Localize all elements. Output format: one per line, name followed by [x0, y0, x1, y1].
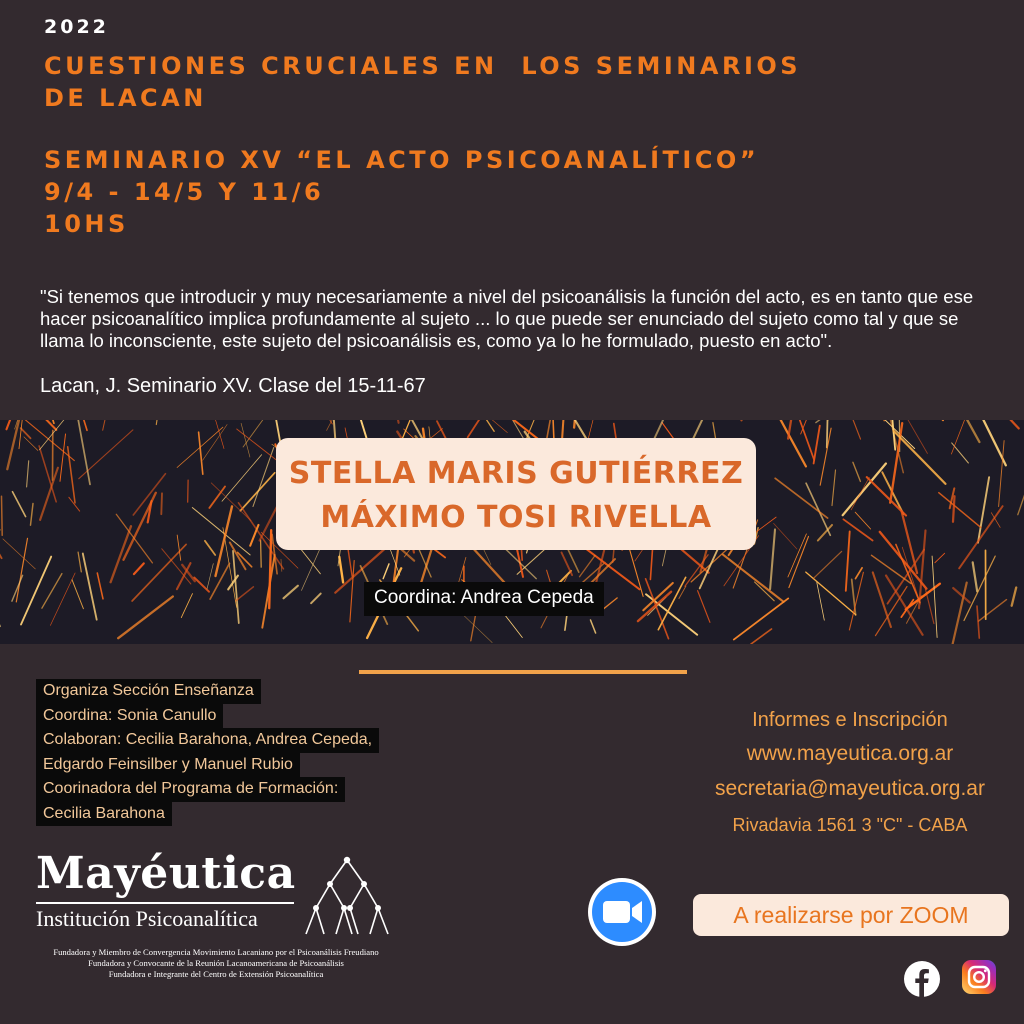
org-line: Organiza Sección Enseñanza	[36, 679, 261, 704]
zoom-icon[interactable]	[586, 876, 658, 948]
title-line-2: DE LACAN	[44, 84, 207, 112]
logo-name: Mayéutica	[36, 848, 296, 899]
logo-notes	[36, 947, 396, 980]
divider	[359, 670, 687, 674]
seminar-dates: 9/4 - 14/5 Y 11/6	[44, 178, 325, 206]
website-link[interactable]: www.mayeutica.org.ar	[746, 742, 954, 765]
tree-icon	[302, 856, 392, 942]
logo-subtitle: Institución Psicoanalítica	[36, 906, 258, 931]
organization-list	[36, 679, 379, 826]
contact-heading: Informes e Inscripción	[752, 709, 948, 731]
seminar-title: SEMINARIO XV “EL ACTO PSICOANALÍTICO”	[44, 146, 760, 174]
speaker-2: MÁXIMO TOSI RIVELLA	[320, 500, 712, 535]
org-line: Cecilia Barahona	[36, 802, 172, 827]
logo-note-line: Fundadora y Convocante de la Reunión Lacanoamericana de Psicoanálisis	[88, 958, 344, 968]
contact-block	[680, 703, 1020, 843]
logo-note-line: Fundadora y Miembro de Convergencia Movimiento Lacaniano por el Psicoanálisis Freudiano	[53, 947, 379, 957]
address: Rivadavia 1561 3 "C" - CABA	[732, 815, 968, 835]
org-line: Colaboran: Cecilia Barahona, Andrea Cepeda,	[36, 728, 379, 753]
speaker-1: STELLA MARIS GUTIÉRREZ	[288, 456, 744, 491]
title-line-1: CUESTIONES CRUCIALES EN LOS SEMINARIOS	[44, 52, 802, 80]
facebook-icon[interactable]	[903, 960, 941, 998]
speakers-card	[276, 438, 756, 550]
coordinator-label: Coordina: Andrea Cepeda	[364, 582, 604, 616]
title-block	[44, 50, 944, 240]
org-line: Coordina: Sonia Canullo	[36, 704, 223, 729]
zoom-label: A realizarse por ZOOM	[693, 894, 1009, 936]
logo-rule	[36, 902, 294, 904]
quote-source: Lacan, J. Seminario XV. Clase del 15-11-67	[40, 375, 426, 397]
org-line: Edgardo Feinsilber y Manuel Rubio	[36, 753, 300, 778]
year: 2022	[44, 16, 109, 38]
instagram-icon[interactable]	[961, 959, 997, 995]
email-link[interactable]: secretaria@mayeutica.org.ar	[715, 777, 985, 800]
seminar-time: 10HS	[44, 210, 129, 238]
logo-note-line: Fundadora e Integrante del Centro de Extensión Psicoanalítica	[108, 969, 324, 979]
org-line: Coorinadora del Programa de Formación:	[36, 777, 345, 802]
quote-text: "Si tenemos que introducir y muy necesariamente a nivel del psicoanálisis la función del acto, es en tanto que ese hacer psicoanalítico implica profundamente al sujeto ... lo que puede ser enunciado del sujeto como tal y que se llama lo inconsciente, este sujeto del psicoanálisis es, como ya lo he formulado, puesto en acto".	[40, 286, 974, 351]
